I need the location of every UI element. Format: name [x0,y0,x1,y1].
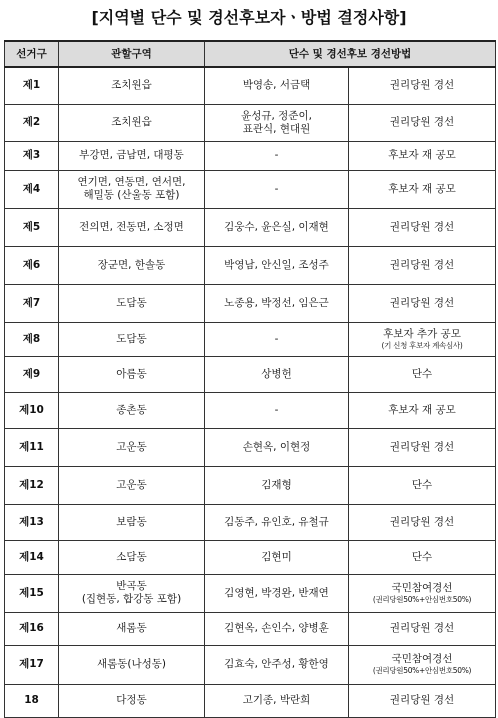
method-cell [349,574,496,612]
method-cell-line: (권리당원50%+안심번호50%) [372,594,472,604]
method-cell-line: 후보자 재 공모 [388,149,456,161]
district-cell: 제8 [5,322,59,356]
candidates-cell [205,466,349,504]
area-cell [59,428,205,466]
table-row [5,141,496,170]
method-cell [349,141,496,170]
district-cell: 제1 [5,67,59,104]
method-cell-line: 단수 [411,478,433,491]
method-cell-line: 국민참여경선 [391,581,453,594]
area-cell [59,170,205,208]
method-cell-line: 후보자 재 공모 [388,403,456,416]
candidates-cell-line: - [274,403,279,416]
candidates-cell [205,246,349,284]
candidates-cell-line: - [274,182,279,195]
candidates-cell [205,574,349,612]
district-cell: 제12 [5,466,59,504]
area-cell [59,540,205,574]
method-cell [349,392,496,428]
area-cell-line: 조치원읍 [111,79,152,92]
area-cell [59,284,205,322]
candidates-cell-line: 김동주, 유인호, 유철규 [224,515,329,528]
method-cell-line: 권리당원 경선 [389,440,455,453]
candidates-cell-line: - [274,332,279,345]
candidates-cell-line: 고기종, 박란희 [242,694,311,706]
district-cell: 제2 [5,104,59,141]
header-candidates-method: 단수 및 경선후보 경선방법 [205,41,496,67]
header-area: 관할구역 [59,41,205,67]
candidates-cell [205,540,349,574]
candidates-cell-line: 윤성규, 정준이, [241,109,312,122]
candidates-cell [205,322,349,356]
candidates-cell [205,612,349,645]
method-cell [349,428,496,466]
area-cell [59,466,205,504]
candidates-cell-line: 손현옥, 이현정 [242,440,311,453]
area-cell-line: 부강면, 금남면, 대평동 [79,149,184,161]
area-cell-line: 해밀동 (산울동 포함) [83,189,180,201]
candidates-cell-line: 박영송, 서금택 [242,79,311,92]
district-cell: 제3 [5,141,59,170]
area-cell-line: 새롬동 [116,622,147,634]
candidates-cell-line: - [274,149,279,161]
method-cell [349,612,496,645]
table-row [5,540,496,574]
district-cell: 제7 [5,284,59,322]
results-table [4,40,496,718]
district-cell: 제11 [5,428,59,466]
area-cell-line: 새롬동(나성동) [96,658,167,670]
table-row [5,208,496,246]
area-cell [59,645,205,684]
method-cell [349,356,496,392]
method-cell-line: 단수 [411,550,433,563]
area-cell-line: 다정동 [116,694,147,706]
method-cell [349,466,496,504]
candidates-cell-line: 김효숙, 안주성, 황한영 [224,658,329,670]
area-cell-line: 도담동 [116,296,147,309]
candidates-cell-line: 김영현, 박경완, 반재연 [224,586,329,599]
method-cell [349,504,496,540]
method-cell [349,67,496,104]
method-cell [349,208,496,246]
table-row [5,466,496,504]
table-row [5,574,496,612]
area-cell [59,246,205,284]
area-cell [59,67,205,104]
method-cell-line: 후보자 재 공모 [388,182,456,195]
method-cell-line: 권리당원 경선 [389,220,455,233]
area-cell [59,684,205,717]
candidates-cell-line: 표관식, 현대원 [242,122,311,135]
area-cell-line: 소담동 [116,550,147,563]
area-cell-line: 고운동 [116,478,147,491]
candidates-cell [205,67,349,104]
candidates-cell [205,141,349,170]
area-cell-line: 종촌동 [116,403,147,416]
candidates-cell-line: 김현미 [261,550,292,563]
method-cell-line: 권리당원 경선 [389,296,455,309]
district-cell: 제14 [5,540,59,574]
candidates-cell [205,208,349,246]
method-cell [349,104,496,141]
area-cell-line: 고운동 [116,440,147,453]
page-title: [지역별 단수 및 경선후보자ㆍ방법 결정사항] [91,8,407,27]
method-cell-line: 후보자 추가 공모 [383,327,461,340]
district-cell: 제16 [5,612,59,645]
table-row [5,428,496,466]
district-cell: 제13 [5,504,59,540]
method-cell-line: 권리당원 경선 [389,694,455,706]
table-row [5,645,496,684]
area-cell [59,392,205,428]
method-cell-line: (권리당원50%+안심번호50%) [372,666,472,675]
table-row [5,356,496,392]
table-row [5,246,496,284]
table-header-row [5,41,496,67]
candidates-cell-line: 박영남, 안신일, 조성주 [224,258,329,271]
district-cell: 제10 [5,392,59,428]
district-cell: 제15 [5,574,59,612]
district-cell: 18 [5,684,59,717]
method-cell-line: 권리당원 경선 [389,79,455,92]
area-cell [59,574,205,612]
candidates-cell [205,684,349,717]
candidates-cell-line: 김현옥, 손인수, 양병훈 [224,622,329,634]
candidates-cell [205,392,349,428]
table-body [5,67,496,717]
candidates-cell [205,170,349,208]
area-cell-line: 장군면, 한솔동 [97,258,166,271]
table-row [5,684,496,717]
method-cell-line: 국민참여경선 [391,653,453,665]
area-cell-line: 연기면, 연동면, 연서면, [77,176,186,188]
area-cell-line: 전의면, 전동면, 소정면 [79,220,184,233]
method-cell [349,322,496,356]
area-cell [59,141,205,170]
candidates-cell-line: 상병헌 [261,367,292,380]
district-cell: 제17 [5,645,59,684]
method-cell-line: 권리당원 경선 [389,515,455,528]
method-cell [349,284,496,322]
area-cell-line: 아름동 [116,367,147,380]
method-cell-line: 권리당원 경선 [389,258,455,271]
candidates-cell [205,428,349,466]
table-row [5,612,496,645]
candidates-cell-line: 김재형 [261,478,292,491]
district-cell: 제5 [5,208,59,246]
district-cell: 제9 [5,356,59,392]
method-cell-line: 권리당원 경선 [389,622,455,634]
candidates-cell [205,284,349,322]
area-cell [59,208,205,246]
area-cell [59,504,205,540]
header-district: 선거구 [5,41,59,67]
candidates-cell-line: 김웅수, 윤은실, 이재현 [224,220,329,233]
candidates-cell [205,504,349,540]
method-cell-line: 권리당원 경선 [389,116,455,128]
area-cell-line: 조치원읍 [111,116,152,128]
area-cell [59,356,205,392]
method-cell-line: (기 신청 후보자 계속심사) [381,340,463,350]
candidates-cell [205,356,349,392]
area-cell-line: 반곡동 [116,580,147,592]
area-cell-line: 보람동 [116,515,147,528]
candidates-cell-line: 노종용, 박정선, 임은근 [224,296,329,309]
method-cell-line: 단수 [411,367,433,380]
method-cell [349,684,496,717]
table-row [5,322,496,356]
method-cell [349,645,496,684]
candidates-cell [205,645,349,684]
table-row [5,67,496,104]
method-cell [349,540,496,574]
district-cell: 제4 [5,170,59,208]
district-cell: 제6 [5,246,59,284]
table-row [5,104,496,141]
area-cell [59,322,205,356]
table-row [5,392,496,428]
area-cell [59,612,205,645]
method-cell [349,170,496,208]
area-cell-line: 도담동 [116,332,147,345]
table-row [5,504,496,540]
method-cell [349,246,496,284]
candidates-cell [205,104,349,141]
table-row [5,170,496,208]
table-row [5,284,496,322]
area-cell-line: (집현동, 합강동 포함) [81,593,182,605]
area-cell [59,104,205,141]
